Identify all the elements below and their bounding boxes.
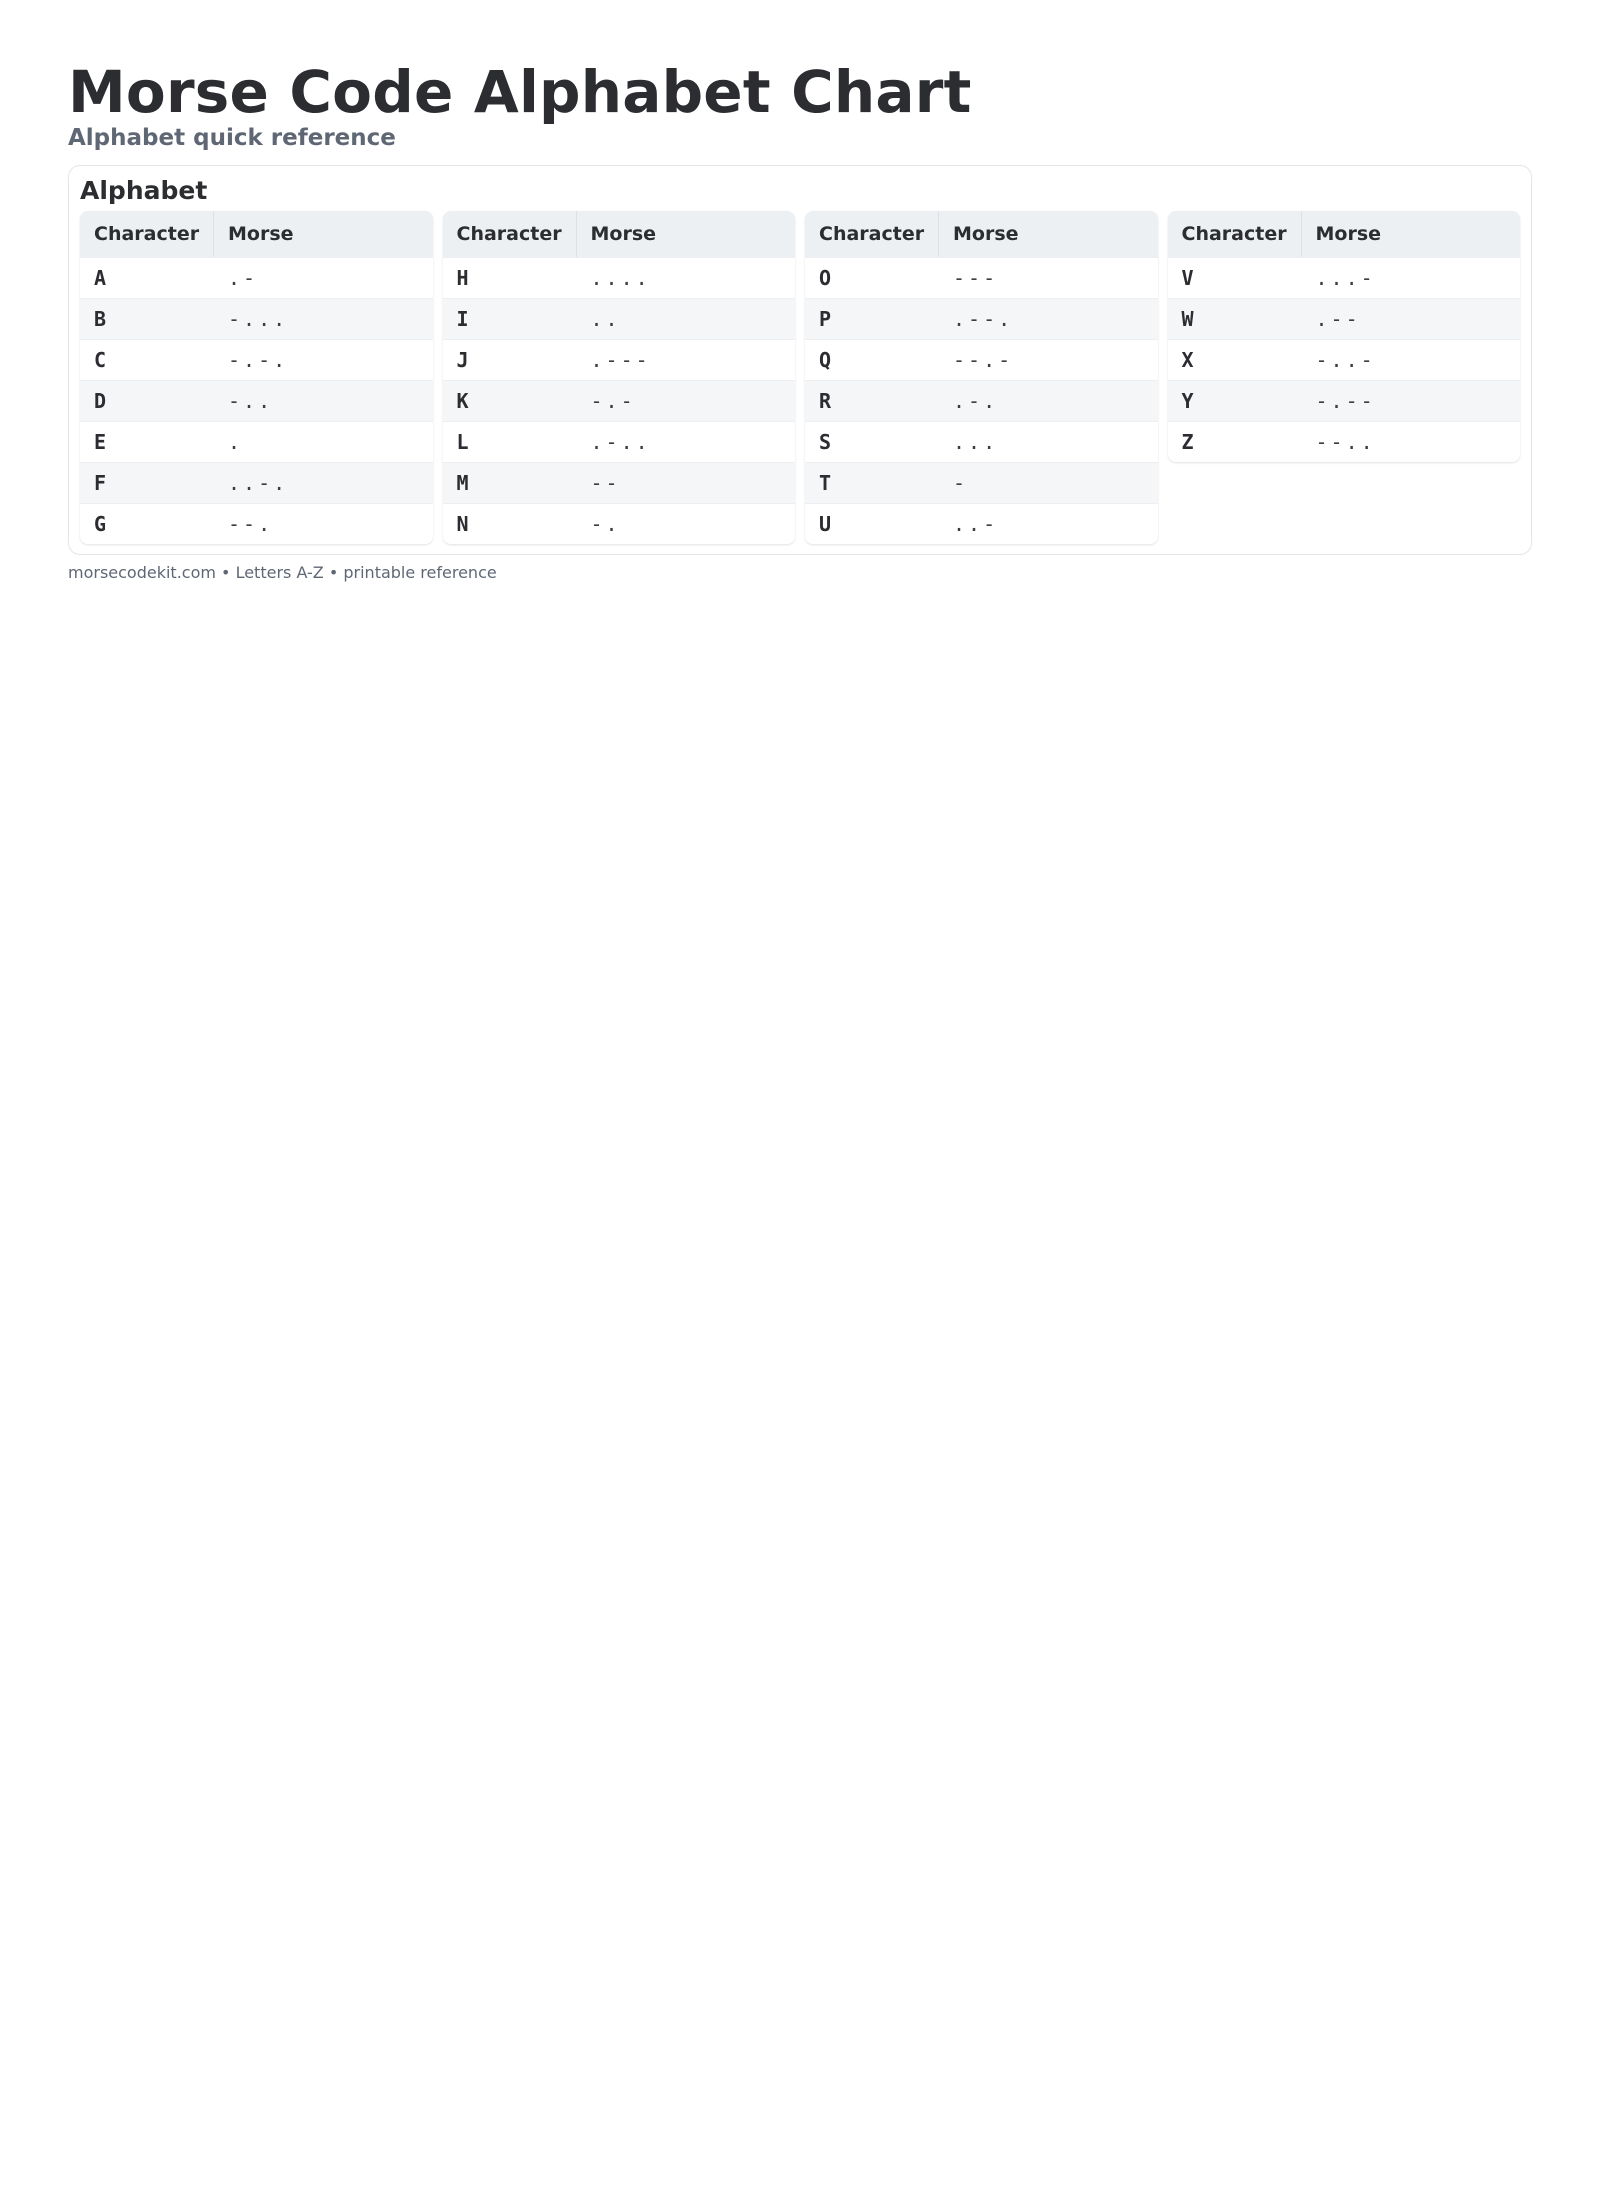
character-cell: M — [456, 471, 469, 495]
character-cell: P — [819, 307, 832, 331]
morse-cell: -... — [228, 307, 289, 331]
alphabet-card — [68, 165, 1532, 555]
morse-cell: .--. — [953, 307, 1014, 331]
table-row — [805, 462, 1158, 503]
morse-table — [443, 211, 796, 544]
morse-cell: - — [953, 471, 969, 495]
table-row — [443, 257, 796, 298]
morse-cell: .-. — [953, 389, 999, 413]
character-cell: G — [94, 512, 107, 536]
character-cell: N — [456, 512, 469, 536]
table-header — [80, 211, 433, 257]
morse-cell: -.-- — [1315, 389, 1376, 413]
table-header — [805, 211, 1158, 257]
character-cell: K — [456, 389, 469, 413]
table-row — [80, 339, 433, 380]
character-cell: H — [456, 266, 469, 290]
morse-cell: ..- — [953, 512, 999, 536]
character-cell: Q — [819, 348, 832, 372]
tables-grid — [80, 211, 1520, 544]
character-cell: X — [1181, 348, 1194, 372]
morse-cell: -.. — [228, 389, 274, 413]
character-cell: U — [819, 512, 832, 536]
table-body — [80, 257, 433, 544]
page-subtitle: Alphabet quick reference — [68, 125, 396, 151]
character-cell: Y — [1181, 389, 1194, 413]
character-cell: W — [1181, 307, 1194, 331]
character-cell: O — [819, 266, 832, 290]
character-cell: E — [94, 430, 107, 454]
table-row — [443, 380, 796, 421]
morse-table — [1168, 211, 1521, 462]
column-header-morse: Morse — [1315, 223, 1382, 245]
column-header-morse: Morse — [590, 223, 657, 245]
table-header — [1168, 211, 1521, 257]
morse-table — [80, 211, 433, 544]
morse-cell: --.. — [1315, 430, 1376, 454]
table-row — [80, 257, 433, 298]
morse-cell: -. — [590, 512, 621, 536]
column-header-character: Character — [443, 211, 577, 257]
character-cell: D — [94, 389, 107, 413]
table-row — [443, 298, 796, 339]
table-row — [805, 339, 1158, 380]
morse-cell: ... — [953, 430, 999, 454]
table-body — [1168, 257, 1521, 462]
column-header-morse: Morse — [953, 223, 1019, 245]
column-header-character: Character — [1168, 211, 1302, 257]
column-header-character: Character — [80, 211, 214, 257]
character-cell: R — [819, 389, 832, 413]
column-header-character: Character — [805, 211, 939, 257]
table-row — [1168, 339, 1521, 380]
character-cell: T — [819, 471, 832, 495]
character-cell: Z — [1181, 430, 1194, 454]
morse-cell: .. — [590, 307, 621, 331]
morse-cell: .-.. — [590, 430, 651, 454]
table-header — [443, 211, 796, 257]
page-title: Morse Code Alphabet Chart — [68, 58, 972, 126]
morse-cell: -.-. — [228, 348, 289, 372]
morse-cell: -..- — [1315, 348, 1376, 372]
table-row — [1168, 380, 1521, 421]
table-row — [443, 503, 796, 544]
table-row — [80, 380, 433, 421]
character-cell: I — [456, 307, 469, 331]
table-row — [443, 339, 796, 380]
table-row — [805, 380, 1158, 421]
morse-cell: --. — [228, 512, 274, 536]
morse-table — [805, 211, 1158, 544]
footer-text: morsecodekit.com • Letters A-Z • printable reference — [68, 563, 497, 582]
table-body — [805, 257, 1158, 544]
character-cell: V — [1181, 266, 1194, 290]
character-cell: C — [94, 348, 107, 372]
page — [68, 60, 1532, 583]
table-row — [805, 503, 1158, 544]
table-row — [80, 298, 433, 339]
table-row — [805, 421, 1158, 462]
morse-cell: .... — [590, 266, 651, 290]
table-row — [1168, 298, 1521, 339]
morse-cell: .--- — [590, 348, 651, 372]
table-row — [805, 257, 1158, 298]
column-header-morse: Morse — [228, 223, 294, 245]
character-cell: J — [456, 348, 469, 372]
character-cell: A — [94, 266, 107, 290]
morse-cell: --.- — [953, 348, 1014, 372]
table-row — [1168, 257, 1521, 298]
morse-cell: .-- — [1315, 307, 1361, 331]
morse-cell: ...- — [1315, 266, 1376, 290]
section-title: Alphabet — [80, 176, 208, 205]
morse-cell: -.- — [590, 389, 636, 413]
character-cell: F — [94, 471, 107, 495]
morse-cell: --- — [953, 266, 999, 290]
table-row — [805, 298, 1158, 339]
table-row — [443, 421, 796, 462]
table-row — [80, 421, 433, 462]
character-cell: L — [456, 430, 469, 454]
character-cell: B — [94, 307, 107, 331]
morse-cell: ..-. — [228, 471, 289, 495]
table-body — [443, 257, 796, 544]
table-row — [80, 462, 433, 503]
morse-cell: .- — [228, 266, 259, 290]
table-row — [443, 462, 796, 503]
table-row — [80, 503, 433, 544]
character-cell: S — [819, 430, 832, 454]
morse-cell: -- — [590, 471, 621, 495]
table-row — [1168, 421, 1521, 462]
morse-cell: . — [228, 430, 244, 454]
